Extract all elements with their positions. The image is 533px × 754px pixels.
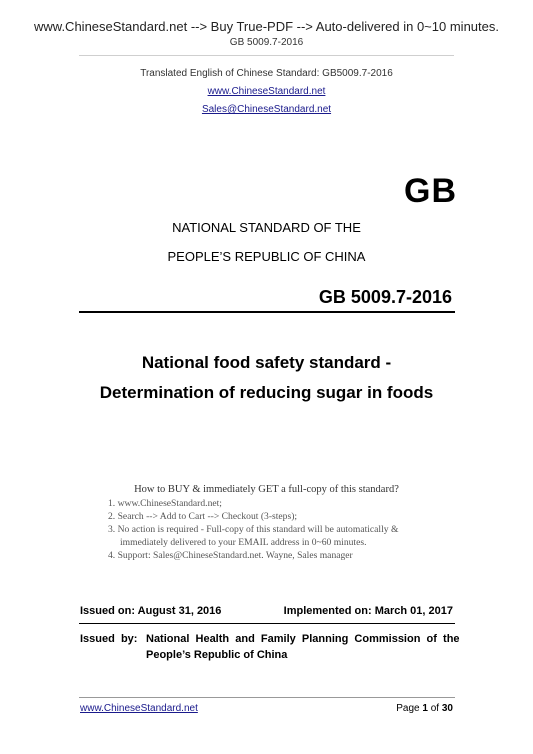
- purchase-step: 4. Support: Sales@ChineseStandard.net. Wayne, Sales manager: [108, 550, 353, 561]
- page-total: 30: [441, 703, 453, 714]
- issued-on-date: Issued on: August 31, 2016: [80, 605, 222, 617]
- gb-logo: GB: [404, 172, 457, 210]
- dates-rule: [79, 623, 455, 624]
- page-prefix: Page: [396, 703, 423, 714]
- purchase-steps-list: [108, 497, 458, 562]
- purchase-step: immediately delivered to your EMAIL address in 0~60 minutes.: [108, 537, 367, 548]
- issuer-line-2: People’s Republic of China: [146, 649, 288, 661]
- purchase-step: 2. Search --> Add to Cart --> Checkout (3-steps);: [108, 511, 298, 522]
- purchase-step: 3. No action is required - Full-copy of this standard will be automatically &: [108, 524, 399, 535]
- header-doc-code: GB 5009.7-2016: [229, 37, 304, 48]
- title-line-1: National food safety standard -: [141, 353, 392, 372]
- standard-number: GB 5009.7-2016: [318, 287, 452, 307]
- footer-page-number: [396, 703, 453, 714]
- national-line-2: PEOPLE’S REPUBLIC OF CHINA: [167, 249, 366, 264]
- header-banner[interactable]: www.ChineseStandard.net --> Buy True-PDF --> Auto-delivered in 0~10 minutes.: [34, 19, 499, 34]
- title-line-2: Determination of reducing sugar in foods: [99, 383, 434, 402]
- purchase-steps: [108, 497, 458, 562]
- translation-email-link[interactable]: Sales@ChineseStandard.net: [201, 104, 332, 115]
- national-line-1: NATIONAL STANDARD OF THE: [172, 220, 361, 235]
- issuer-line-1: National Health and Family Planning Commission of the: [146, 633, 460, 645]
- implemented-on-date: Implemented on: March 01, 2017: [283, 605, 453, 617]
- translation-email-row: [0, 104, 533, 115]
- footer-website-link[interactable]: www.ChineseStandard.net: [80, 703, 198, 714]
- translation-website-row: [0, 86, 533, 97]
- purchase-step: 1. www.ChineseStandard.net;: [108, 498, 222, 509]
- translation-note: Translated English of Chinese Standard: GB5009.7-2016: [140, 68, 393, 79]
- page-of: of: [427, 703, 442, 714]
- page-current: 1: [422, 703, 428, 714]
- standard-number-rule: [79, 311, 455, 313]
- translation-website-link[interactable]: www.ChineseStandard.net: [207, 86, 326, 97]
- footer-divider: [79, 697, 455, 698]
- issuer-label: Issued by:: [80, 633, 138, 645]
- purchase-heading: How to BUY & immediately GET a full-copy of this standard?: [134, 484, 399, 495]
- header-divider: [79, 55, 454, 56]
- footer-website-row: [80, 703, 198, 714]
